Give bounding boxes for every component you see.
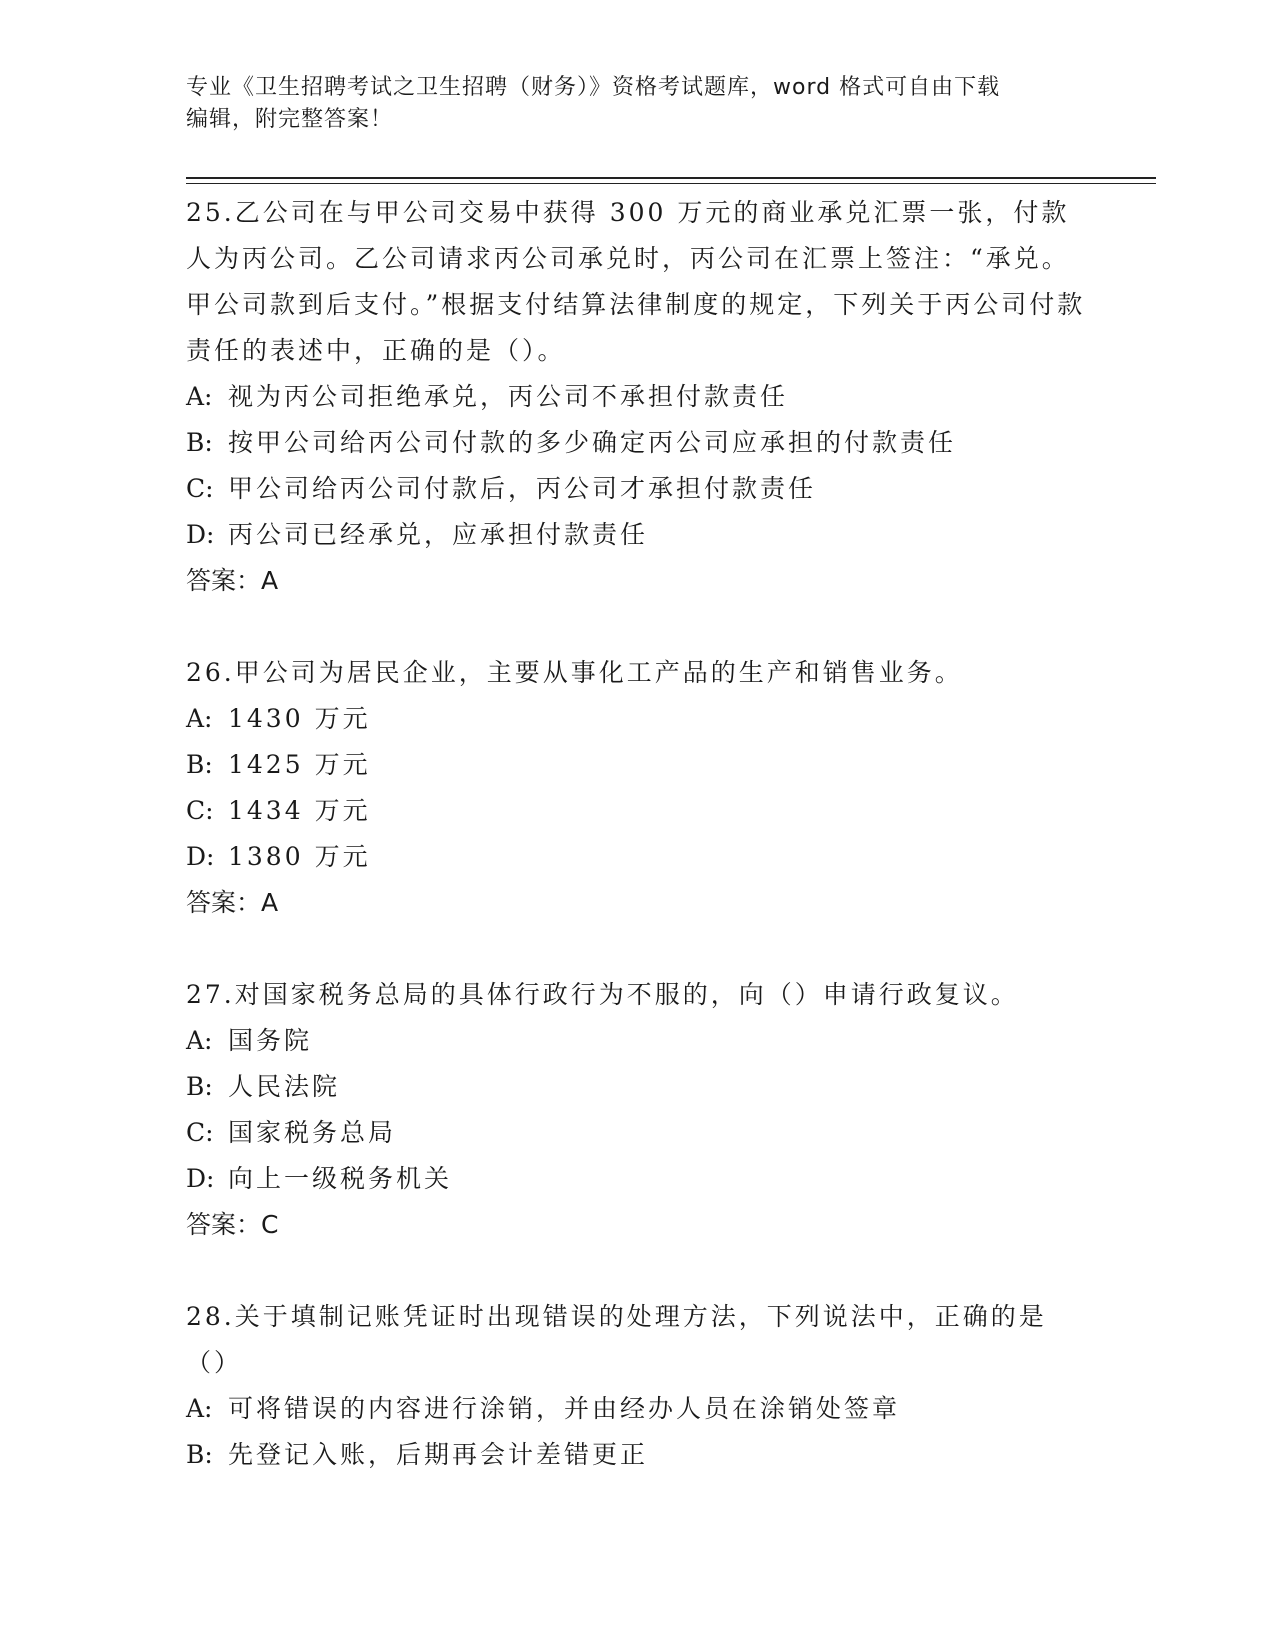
option-a	[186, 1018, 1086, 1064]
option-a	[186, 696, 1086, 742]
option-label: D:	[186, 520, 215, 549]
option-label: B:	[186, 1440, 213, 1469]
question-text: 27.对国家税务总局的具体行政行为不服的，向（）申请行政复议。	[186, 980, 1019, 1009]
option-b	[186, 1064, 1086, 1110]
question-27	[186, 972, 1086, 1248]
option-text: 先登记入账，后期再会计差错更正	[228, 1440, 649, 1469]
option-label: C:	[186, 474, 214, 503]
option-label: A:	[186, 704, 213, 733]
option-a	[186, 1386, 1086, 1432]
question-text: 28.关于填制记账凭证时出现错误的处理方法，下列说法中，正确的是（）	[186, 1302, 1047, 1377]
option-label: B:	[186, 428, 213, 457]
document-header	[186, 72, 1086, 136]
answer-prefix: 答案：	[186, 1210, 262, 1239]
option-d	[186, 512, 1086, 558]
option-text: 1434 万元	[228, 796, 371, 825]
question-28	[186, 1294, 1086, 1478]
option-text: 丙公司已经承兑，应承担付款责任	[228, 520, 649, 549]
option-b	[186, 742, 1086, 788]
answer-line	[186, 558, 1086, 604]
option-text: 1425 万元	[228, 750, 371, 779]
option-d	[186, 834, 1086, 880]
option-text: 可将错误的内容进行涂销，并由经办人员在涂销处签章	[228, 1394, 901, 1423]
question-26	[186, 650, 1086, 926]
question-25	[186, 190, 1086, 604]
answer-line	[186, 880, 1086, 926]
option-label: C:	[186, 1118, 214, 1147]
option-b	[186, 420, 1086, 466]
option-label: A:	[186, 382, 213, 411]
option-b	[186, 1432, 1086, 1478]
question-text: 25.乙公司在与甲公司交易中获得 300 万元的商业承兑汇票一张，付款人为丙公司。乙公司请求丙公司承兑时，丙公司在汇票上签注：“承兑。甲公司款到后支付。”根据支付结算法律制度的规定，下列关于丙公司付款责任的表述中，正确的是（）。	[186, 198, 1086, 365]
answer-value: C	[261, 1210, 279, 1239]
option-text: 国务院	[228, 1026, 313, 1055]
option-c	[186, 1110, 1086, 1156]
option-c	[186, 788, 1086, 834]
answer-prefix: 答案：	[186, 888, 262, 917]
answer-line	[186, 1202, 1086, 1248]
option-text: 人民法院	[228, 1072, 341, 1101]
question-list	[186, 190, 1086, 1524]
header-line-2: 编辑，附完整答案！	[186, 107, 394, 132]
option-label: B:	[186, 1072, 213, 1101]
header-line-1: 专业《卫生招聘考试之卫生招聘（财务）》资格考试题库，word 格式可自由下载	[186, 75, 1001, 100]
option-label: A:	[186, 1394, 213, 1423]
header-rule-thick	[186, 177, 1156, 179]
option-text: 甲公司给丙公司付款后，丙公司才承担付款责任	[228, 474, 817, 503]
option-label: C:	[186, 796, 214, 825]
option-text: 1430 万元	[228, 704, 371, 733]
option-d	[186, 1156, 1086, 1202]
option-label: D:	[186, 1164, 215, 1193]
option-text: 1380 万元	[228, 842, 371, 871]
option-text: 视为丙公司拒绝承兑，丙公司不承担付款责任	[228, 382, 789, 411]
answer-prefix: 答案：	[186, 566, 262, 595]
option-label: B:	[186, 750, 213, 779]
option-text: 向上一级税务机关	[228, 1164, 453, 1193]
option-text: 按甲公司给丙公司付款的多少确定丙公司应承担的付款责任	[228, 428, 957, 457]
option-label: A:	[186, 1026, 213, 1055]
option-a	[186, 374, 1086, 420]
option-c	[186, 466, 1086, 512]
option-text: 国家税务总局	[228, 1118, 397, 1147]
question-text: 26.甲公司为居民企业，主要从事化工产品的生产和销售业务。	[186, 658, 963, 687]
answer-value: A	[261, 888, 279, 917]
header-rule-thin	[186, 183, 1156, 184]
answer-value: A	[261, 566, 279, 595]
option-label: D:	[186, 842, 215, 871]
